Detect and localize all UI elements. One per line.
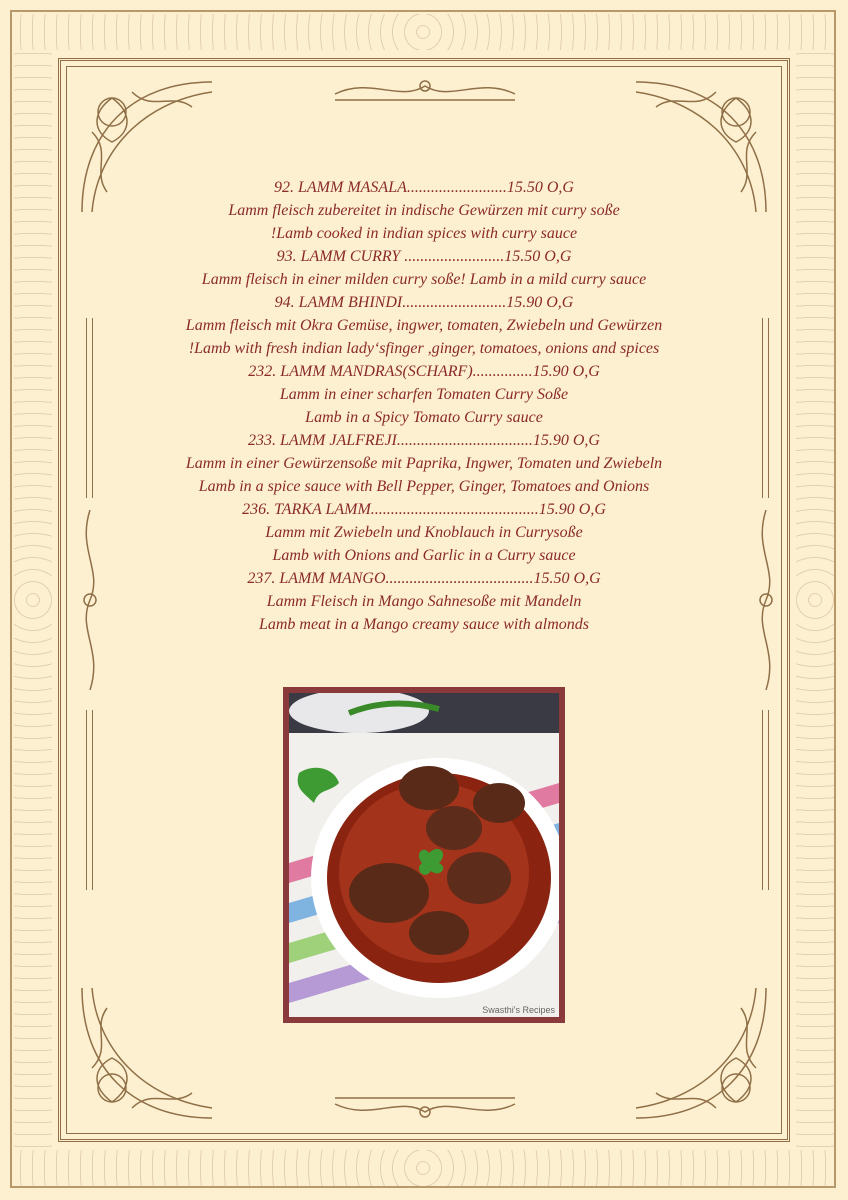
menu-item-title: 236. TARKA LAMM..........................................15.90 O,G xyxy=(242,501,606,518)
right-rule-upper-2 xyxy=(768,318,769,498)
left-rule-lower xyxy=(86,710,87,890)
menu-item-title: 93. LAMM CURRY .........................15.50 O,G xyxy=(276,248,572,265)
menu-item-description: Lamm fleisch in einer milden curry soße! Lamb in a mild curry sauce xyxy=(201,271,647,288)
corner-ornament-bottom-right xyxy=(626,978,776,1128)
top-ornament-band xyxy=(14,14,832,50)
menu-item-description: Lamb meat in a Mango creamy sauce with almonds xyxy=(258,616,590,633)
bottom-ornament-band xyxy=(14,1150,832,1186)
left-rule-upper-2 xyxy=(92,318,93,498)
left-rule-upper xyxy=(86,318,87,498)
corner-ornament-bottom-left xyxy=(72,978,222,1128)
left-ornament-band xyxy=(14,50,52,1150)
menu-item-description: Lamb in a spice sauce with Bell Pepper, Ginger, Tomatoes and Onions xyxy=(198,478,650,495)
right-rule-lower xyxy=(762,710,763,890)
lamb-curry-photo xyxy=(283,687,565,1023)
right-ornament-band xyxy=(796,50,834,1150)
menu-item-description: Lamb with Onions and Garlic in a Curry sauce xyxy=(272,547,576,564)
menu-item-title: 237. LAMM MANGO.....................................15.50 O,G xyxy=(247,570,601,587)
menu-item-title: 92. LAMM MASALA.........................15.50 O,G xyxy=(274,179,574,196)
bottom-center-flourish xyxy=(330,1090,520,1126)
menu-item-description: Lamb in a Spicy Tomato Curry sauce xyxy=(305,409,543,426)
menu-item-description: !Lamb cooked in indian spices with curry sauce xyxy=(270,225,578,242)
menu-item-title: 232. LAMM MANDRAS(SCHARF)...............15.90 O,G xyxy=(248,363,600,380)
menu-item-description: !Lamb with fresh indian lady‘sfinger ,ginger, tomatoes, onions and spices xyxy=(188,340,660,357)
left-rule-lower-2 xyxy=(92,710,93,890)
menu-item-description: Lamm Fleisch in Mango Sahnesoße mit Mandeln xyxy=(266,593,582,610)
menu-item-title: 233. LAMM JALFREJI..................................15.90 O,G xyxy=(248,432,600,449)
menu-list xyxy=(110,176,738,636)
menu-item-description: Lamm in einer Gewürzensoße mit Paprika, Ingwer, Tomaten und Zwiebeln xyxy=(185,455,663,472)
right-side-flourish xyxy=(748,510,784,690)
menu-item-description: Lamm fleisch mit Okra Gemüse, ingwer, tomaten, Zwiebeln und Gewürzen xyxy=(185,317,663,334)
menu-item-description: Lamm in einer scharfen Tomaten Curry Soße xyxy=(279,386,569,403)
left-side-flourish xyxy=(72,510,108,690)
right-rule-upper xyxy=(762,318,763,498)
top-center-flourish xyxy=(330,72,520,108)
menu-item-description: Lamm fleisch zubereitet in indische Gewürzen mit curry soße xyxy=(228,202,620,219)
right-rule-lower-2 xyxy=(768,710,769,890)
photo-watermark: Swasthi's Recipes xyxy=(482,1005,555,1015)
menu-item-description: Lamm mit Zwiebeln und Knoblauch in Currysoße xyxy=(265,524,583,541)
menu-item-title: 94. LAMM BHINDI..........................15.90 O,G xyxy=(274,294,574,311)
